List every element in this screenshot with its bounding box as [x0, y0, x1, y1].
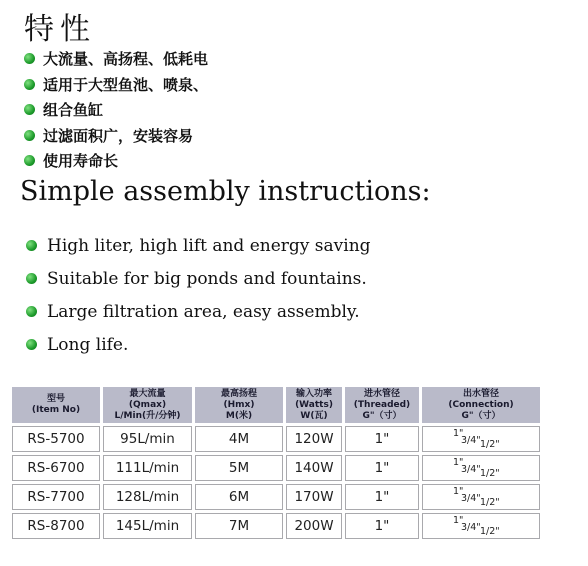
feature-cn-item — [24, 46, 208, 72]
feature-cn-text: 使用寿命长 — [43, 152, 119, 171]
header-threaded — [345, 387, 419, 423]
table-row — [12, 513, 540, 539]
feature-cn-text: 适用于大型鱼池、喷泉、 — [43, 75, 209, 94]
feature-cn-text: 大流量、高扬程、低耗电 — [43, 50, 209, 69]
cell-hmax: 5M — [195, 455, 283, 481]
conn-size: 1/2" — [480, 439, 500, 450]
feature-en-text: High liter, high lift and energy saving — [47, 235, 371, 256]
bullet-dot-icon — [24, 130, 35, 141]
cell-connection — [422, 455, 540, 481]
cell-item: RS-6700 — [12, 455, 100, 481]
cell-watts: 140W — [286, 455, 342, 481]
header-connection — [422, 387, 540, 423]
feature-cn-text: 组合鱼缸 — [43, 101, 104, 120]
header-line: 出水管径 — [462, 388, 499, 399]
bullet-dot-icon — [24, 104, 35, 115]
bullet-dot-icon — [26, 273, 37, 284]
bullet-dot-icon — [26, 240, 37, 251]
features-en-list — [26, 229, 371, 361]
cell-hmax: 6M — [195, 484, 283, 510]
features-cn-list — [24, 46, 208, 174]
cell-watts: 200W — [286, 513, 342, 539]
feature-cn-item — [24, 148, 208, 174]
spec-table — [9, 384, 543, 542]
cell-threaded: 1" — [345, 513, 419, 539]
feature-cn-text: 过滤面积广，安装容易 — [43, 126, 194, 145]
feature-cn-item — [24, 123, 208, 149]
feature-en-item — [26, 295, 371, 328]
conn-size: 3/4" — [461, 435, 481, 446]
conn-size: 1" — [453, 486, 464, 497]
table-row — [12, 426, 540, 452]
header-line: (Threaded) — [353, 399, 411, 410]
header-line: 输入功率 — [295, 388, 332, 399]
bullet-dot-icon — [26, 306, 37, 317]
cell-qmax: 128L/min — [103, 484, 192, 510]
header-line: L/Min(升/分钟) — [114, 410, 181, 421]
cell-connection — [422, 513, 540, 539]
header-line: (Hmx) — [223, 399, 255, 410]
header-line: 型号 — [46, 394, 65, 404]
conn-size: 3/4" — [461, 493, 481, 504]
header-line: 最高扬程 — [220, 388, 257, 399]
header-item-no — [12, 387, 100, 423]
cell-qmax: 95L/min — [103, 426, 192, 452]
title-cn: 特性 — [24, 12, 96, 47]
conn-size: 1/2" — [480, 468, 500, 479]
conn-size: 3/4" — [461, 464, 481, 475]
cell-item: RS-5700 — [12, 426, 100, 452]
cell-connection — [422, 426, 540, 452]
cell-hmax: 7M — [195, 513, 283, 539]
title-en: Simple assembly instructions: — [20, 176, 431, 207]
feature-cn-item — [24, 97, 208, 123]
cell-item: RS-8700 — [12, 513, 100, 539]
bullet-dot-icon — [24, 53, 35, 64]
feature-en-text: Large filtration area, easy assembly. — [47, 301, 360, 322]
cell-qmax: 145L/min — [103, 513, 192, 539]
cell-threaded: 1" — [345, 455, 419, 481]
table-row — [12, 484, 540, 510]
table-row — [12, 455, 540, 481]
conn-size: 1/2" — [480, 526, 500, 537]
conn-size: 1" — [453, 515, 464, 526]
feature-en-text: Long life. — [47, 334, 129, 355]
header-qmax — [103, 387, 192, 423]
header-watts — [286, 387, 342, 423]
cell-connection — [422, 484, 540, 510]
header-line: 进水管径 — [363, 388, 400, 399]
cell-threaded: 1" — [345, 484, 419, 510]
feature-cn-item — [24, 72, 208, 98]
header-line: G"（寸） — [461, 410, 501, 421]
bullet-dot-icon — [24, 155, 35, 166]
conn-size: 1/2" — [480, 497, 500, 508]
bullet-dot-icon — [24, 79, 35, 90]
header-line: M(米) — [225, 410, 253, 421]
table-header-row — [12, 387, 540, 423]
feature-en-item — [26, 262, 371, 295]
conn-size: 1" — [453, 428, 464, 439]
conn-size: 1" — [453, 457, 464, 468]
bullet-dot-icon — [26, 339, 37, 350]
cell-hmax: 4M — [195, 426, 283, 452]
header-line: G"（寸） — [362, 410, 402, 421]
cell-qmax: 111L/min — [103, 455, 192, 481]
cell-threaded: 1" — [345, 426, 419, 452]
feature-en-item — [26, 229, 371, 262]
header-line: (Watts) — [295, 399, 333, 410]
conn-size: 3/4" — [461, 522, 481, 533]
header-line: 最大流量 — [129, 388, 166, 399]
cell-watts: 170W — [286, 484, 342, 510]
feature-en-item — [26, 328, 371, 361]
cell-watts: 120W — [286, 426, 342, 452]
header-line: (Item No) — [31, 405, 81, 415]
header-line: (Connection) — [448, 399, 514, 410]
feature-en-text: Suitable for big ponds and fountains. — [47, 268, 367, 289]
header-line: (Qmax) — [128, 399, 167, 410]
header-line: W(瓦) — [300, 410, 328, 421]
cell-item: RS-7700 — [12, 484, 100, 510]
header-hmax — [195, 387, 283, 423]
